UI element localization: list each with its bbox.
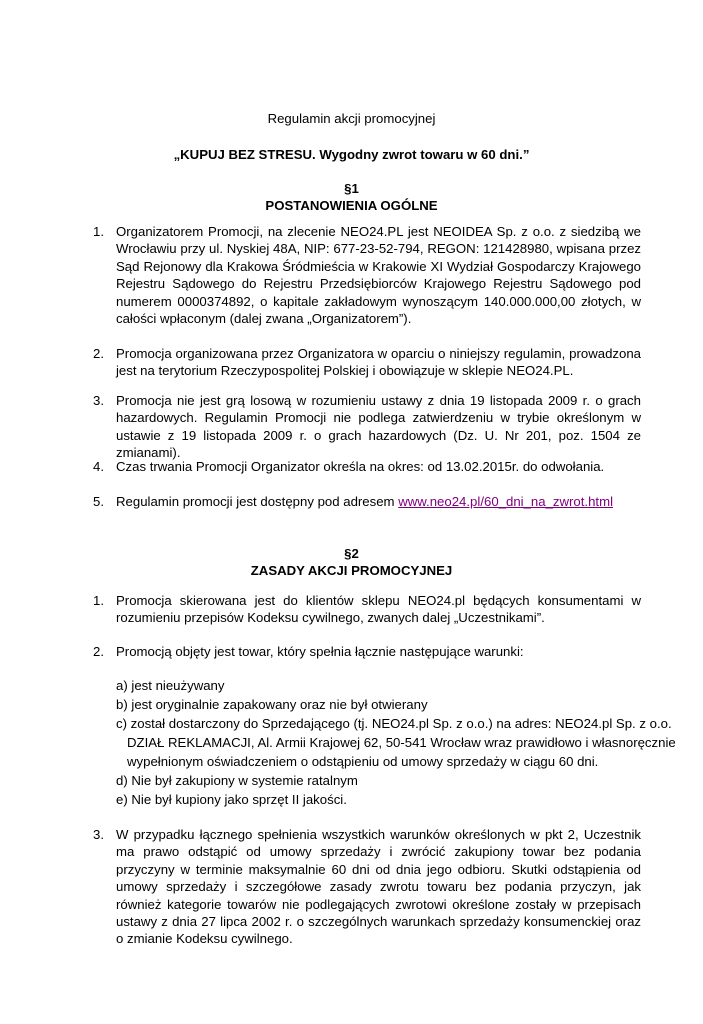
section2-item-1: [93, 592, 641, 627]
condition-e: e) Nie był kupiony jako sprzęt II jakości.: [116, 792, 347, 807]
item-number: 5.: [93, 494, 104, 509]
item-text: W przypadku łącznego spełnienia wszystkich warunków określonych w pkt 2, Uczestnik ma prawo odstąpić od umowy sprzedaży i zwrócić zakupiony towar bez podania przyczyny w terminie maksymalnie 60 dni od dnia jego odbioru. Skutki odstąpienia od umowy sprzedaży i szczegółowe zasady zwrotu towaru bez podania przyczyn, jak również kategorie towarów nie podlegających zwrotowi określone zostały w przepisach ustawy z dnia 27 lipca 2002 r. o szczególnych warunkach sprzedaży konsumenckiej oraz o zmianie Kodeksu cywilnego.: [116, 827, 641, 947]
item-number: 2.: [93, 346, 104, 361]
item-number: 4.: [93, 459, 104, 474]
section1-item-4: [93, 458, 641, 475]
document-header: Regulamin akcji promocyjnej: [267, 111, 436, 126]
item-number: 3.: [93, 393, 104, 408]
item-text-content: Regulamin promocji jest dostępny pod adresem: [116, 494, 399, 509]
condition-b: b) jest oryginalnie zapakowany oraz nie był otwierany: [116, 697, 428, 712]
item-text: [116, 493, 641, 510]
section2-item-3: [93, 826, 641, 948]
section1-number: §1: [344, 181, 359, 196]
section1-item-1: [93, 223, 641, 327]
item-number: 3.: [93, 827, 104, 842]
section2-number: §2: [344, 546, 359, 561]
regulations-link[interactable]: www.neo24.pl/60_dni_na_zwrot.html: [398, 494, 614, 509]
section2-heading: ZASADY AKCJI PROMOCYJNEJ: [250, 563, 453, 578]
section1-item-3: [93, 392, 641, 462]
condition-c-line2: DZIAŁ REKLAMACJI, Al. Armii Krajowej 62, 50-541 Wrocław wraz prawidłowo i własnoręcznie: [127, 735, 676, 750]
section1-item-5: [93, 493, 641, 510]
condition-a: a) jest nieużywany: [116, 678, 225, 693]
item-text: Promocja skierowana jest do klientów sklepu NEO24.pl będących konsumentami w rozumieniu przepisów Kodeksu cywilnego, zwanych dalej „Uczestnikami”.: [116, 593, 641, 626]
condition-c: c) został dostarczony do Sprzedającego (tj. NEO24.pl Sp. z o.o.) na adres: NEO24.pl Sp. z o.o.: [116, 716, 672, 731]
condition-d: d) Nie był zakupiony w systemie ratalnym: [116, 773, 358, 788]
item-number: 2.: [93, 644, 104, 659]
section1-item-2: [93, 345, 641, 380]
item-text: Organizatorem Promocji, na zlecenie NEO24.PL jest NEOIDEA Sp. z o.o. z siedzibą we Wrocławiu przy ul. Nyskiej 48A, NIP: 677-23-52-794, REGON: 121428980, wpisana przez Sąd Rejonowy dla Krakowa Śródmieścia w Krakowie XI Wydział Gospodarczy Krajowego Rejestru Sądowego do Rejestru Przedsiębiorców Krajowego Rejestru Sądowego pod numerem 0000374892, o kapitale zakładowym wynoszącym 140.000.000,00 złotych, w całości wpłaconym (dalej zwana „Organizatorem”).: [116, 224, 641, 327]
item-text: Promocją objęty jest towar, który spełnia łącznie następujące warunki:: [116, 644, 524, 659]
item-text: Promocja nie jest grą losową w rozumieniu ustawy z dnia 19 listopada 2009 r. o grach hazardowych. Regulamin Promocji nie podlega zatwierdzeniu w trybie określonym w ustawie z 19 listopada 2009 r. o grach hazardowych (Dz. U. Nr 201, poz. 1504 ze zmianami).: [116, 393, 641, 461]
item-number: 1.: [93, 593, 104, 608]
item-text: Czas trwania Promocji Organizator określa na okres: od 13.02.2015r. do odwołania.: [116, 459, 605, 474]
item-number: 1.: [93, 224, 104, 239]
section2-item-2: [93, 643, 641, 660]
item-text: Promocja organizowana przez Organizatora w oparciu o niniejszy regulamin, prowadzona jest na terytorium Rzeczypospolitej Polskiej i obowiązuje w sklepie NEO24.PL.: [116, 346, 641, 379]
section1-heading: POSTANOWIENIA OGÓLNE: [265, 198, 438, 213]
promotion-title: „KUPUJ BEZ STRESU. Wygodny zwrot towaru w 60 dni.”: [173, 147, 530, 162]
condition-c-line3: wypełnionym oświadczeniem o odstąpieniu od umowy sprzedaży w ciągu 60 dni.: [127, 754, 599, 769]
